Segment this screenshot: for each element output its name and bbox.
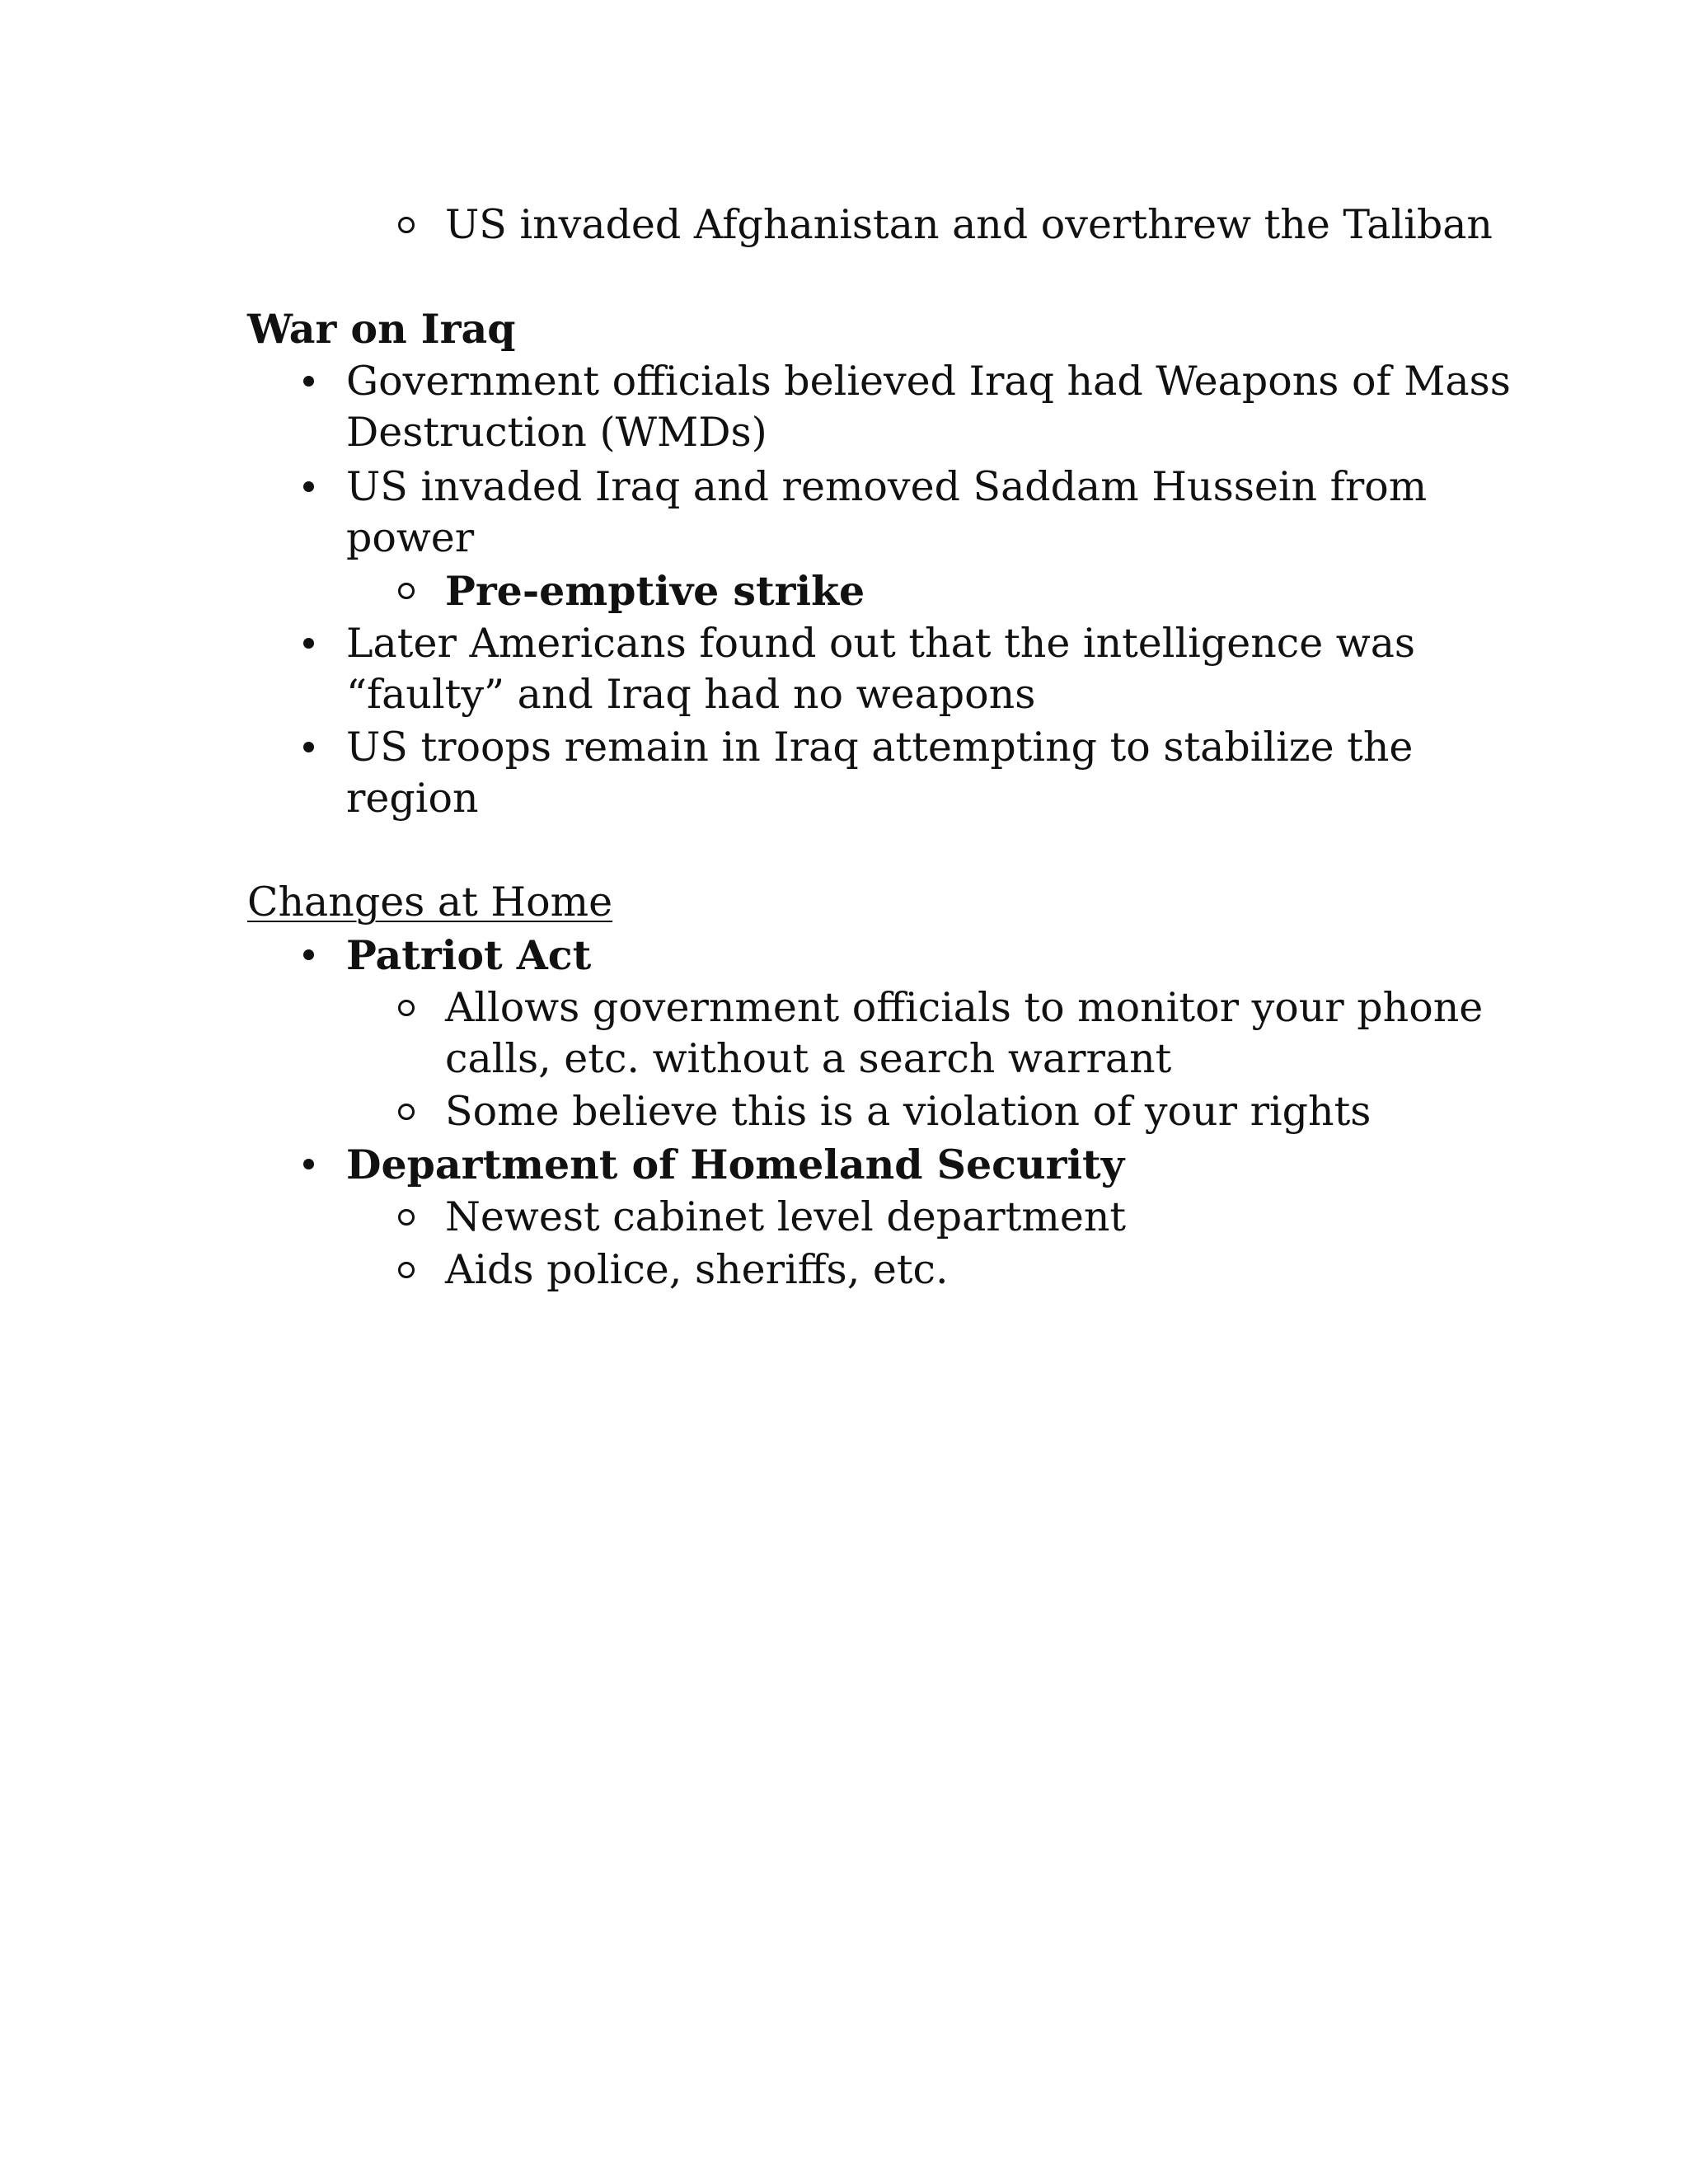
section-heading-changes-at-home: Changes at Home [247, 879, 613, 926]
bullet-icon [303, 742, 314, 752]
afghanistan-sub-item: US invaded Afghanistan and overthrew the Taliban [445, 201, 1493, 248]
circle-bullet-icon [398, 217, 415, 233]
patriot-act-sub-2: Some believe this is a violation of your rights [445, 1088, 1372, 1135]
patriot-act-sub-1-line-1: Allows government officials to monitor your phone [445, 984, 1484, 1031]
circle-bullet-icon [398, 1104, 415, 1120]
bullet-icon [303, 1159, 314, 1169]
iraq-bullet-3-line-2: “faulty” and Iraq had no weapons [346, 671, 1036, 718]
circle-bullet-icon [398, 1262, 415, 1278]
iraq-bullet-4-line-1: US troops remain in Iraq attempting to stabilize the [346, 724, 1414, 771]
home-bullet-patriot-act: Patriot Act [346, 931, 592, 979]
iraq-bullet-2-line-1: US invaded Iraq and removed Saddam Hussein from [346, 463, 1428, 510]
circle-bullet-icon [398, 1209, 415, 1226]
iraq-bullet-1-line-1: Government officials believed Iraq had Weapons of Mass [346, 358, 1511, 405]
bullet-icon [303, 376, 314, 387]
bullet-icon [303, 949, 314, 960]
home-bullet-homeland-security: Department of Homeland Security [346, 1141, 1125, 1188]
iraq-bullet-3-line-1: Later Americans found out that the intelligence was [346, 620, 1416, 667]
homeland-security-sub-2: Aids police, sheriffs, etc. [445, 1246, 949, 1293]
iraq-bullet-2-sub-item: Pre-emptive strike [445, 567, 865, 615]
bullet-icon [303, 638, 314, 649]
iraq-bullet-4-line-2: region [346, 775, 479, 822]
iraq-bullet-1-line-2: Destruction (WMDs) [346, 409, 767, 456]
circle-bullet-icon [398, 1000, 415, 1016]
iraq-bullet-2-line-2: power [346, 514, 475, 561]
homeland-security-sub-1: Newest cabinet level department [445, 1193, 1127, 1240]
section-heading-war-on-iraq: War on Iraq [247, 305, 516, 353]
patriot-act-sub-1-line-2: calls, etc. without a search warrant [445, 1035, 1172, 1082]
bullet-icon [303, 481, 314, 492]
circle-bullet-icon [398, 583, 415, 599]
